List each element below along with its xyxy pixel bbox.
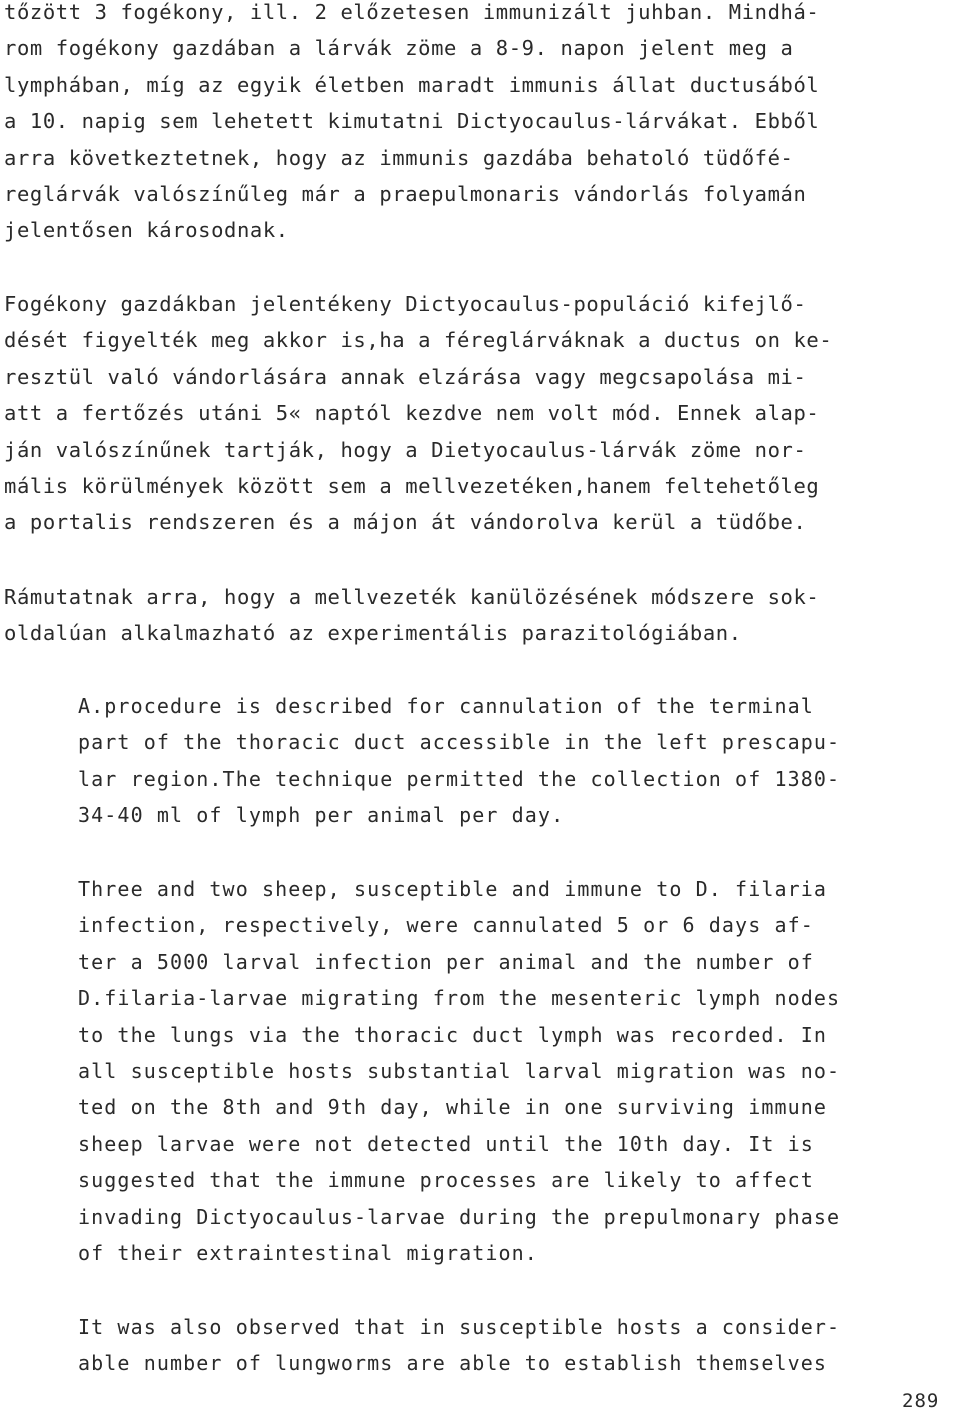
text-line: of their extraintestinal migration. [78, 1240, 538, 1265]
text-line: arra következtetnek, hogy az immunis gazdába behatoló tüdőfé- [4, 145, 794, 170]
text-line: sheep larvae were not detected until the 10th day. It is [78, 1131, 814, 1156]
english-summary-paragraph-2 [78, 871, 840, 1271]
text-line: ter a 5000 larval infection per animal and the number of [78, 949, 814, 974]
text-line: a portalis rendszeren és a májon át vándorolva kerül a tüdőbe. [4, 510, 807, 535]
text-line: It was also observed that in susceptible hosts a consider- [78, 1315, 841, 1339]
hungarian-paragraph-3 [4, 579, 819, 652]
text-line: ján valószínűnek tartják, hogy a Dietyocaulus-lárvák zöme nor- [4, 437, 807, 462]
text-line: suggested that the immune processes are likely to affect [78, 1168, 814, 1193]
text-line: A.procedure is described for cannulation of the terminal [78, 694, 814, 718]
text-line: resztül való vándorlására annak elzárása vagy megcsapolása mi- [4, 364, 807, 389]
text-line: dését figyelték meg akkor is,ha a féreglárváknak a ductus on ke- [4, 328, 833, 353]
text-line: Fogékony gazdákban jelentékeny Dictyocaulus-populáció kifejlő- [4, 292, 807, 316]
text-line: infection, respectively, were cannulated 5 or 6 days af- [78, 913, 814, 938]
text-line: all susceptible hosts substantial larval migration was no- [78, 1058, 841, 1083]
text-line: invading Dictyocaulus-larvae during the prepulmonary phase [78, 1204, 841, 1229]
text-line: ted on the 8th and 9th day, while in one surviving immune [78, 1095, 828, 1120]
text-line: part of the thoracic duct accessible in the left prescapu- [78, 730, 841, 755]
text-line: D.filaria-larvae migrating from the mesenteric lymph nodes [78, 986, 841, 1011]
text-line: reglárvák valószínűleg már a praepulmonaris vándorlás folyamán [4, 181, 807, 206]
text-line: oldalúan alkalmazható az experimentális parazitológiában. [4, 621, 742, 646]
text-line: Three and two sheep, susceptible and immune to D. filaria [78, 877, 828, 901]
text-line: tőzött 3 fogékony, ill. 2 előzetesen immunizált juhban. Mindhá- [4, 0, 820, 24]
text-line: Rámutatnak arra, hogy a mellvezeték kanülözésének módszere sok- [4, 585, 820, 609]
english-summary-paragraph-3 [78, 1309, 840, 1382]
text-line: jelentősen károsodnak. [4, 218, 289, 243]
text-line: able number of lungworms are able to establish themselves [78, 1351, 828, 1376]
text-line: rom fogékony gazdában a lárvák zöme a 8-9. napon jelent meg a [4, 36, 794, 61]
english-summary-paragraph-1 [78, 688, 840, 834]
page-number: 289 [902, 1390, 940, 1412]
hungarian-paragraph-1 [4, 0, 819, 249]
hungarian-paragraph-2 [4, 286, 832, 541]
text-line: lymphában, míg az egyik életben maradt immunis állat ductusából [4, 72, 820, 97]
text-line: 34-40 ml of lymph per animal per day. [78, 803, 565, 828]
text-line: mális körülmények között sem a mellvezetéken,hanem feltehetőleg [4, 473, 820, 498]
text-line: to the lungs via the thoracic duct lymph was recorded. In [78, 1022, 828, 1047]
text-line: lar region.The technique permitted the collection of 1380- [78, 766, 841, 791]
text-line: a 10. napig sem lehetett kimutatni Dictyocaulus-lárvákat. Ebből [4, 109, 820, 134]
text-line: att a fertőzés utáni 5« naptól kezdve nem volt mód. Ennek alap- [4, 401, 820, 426]
